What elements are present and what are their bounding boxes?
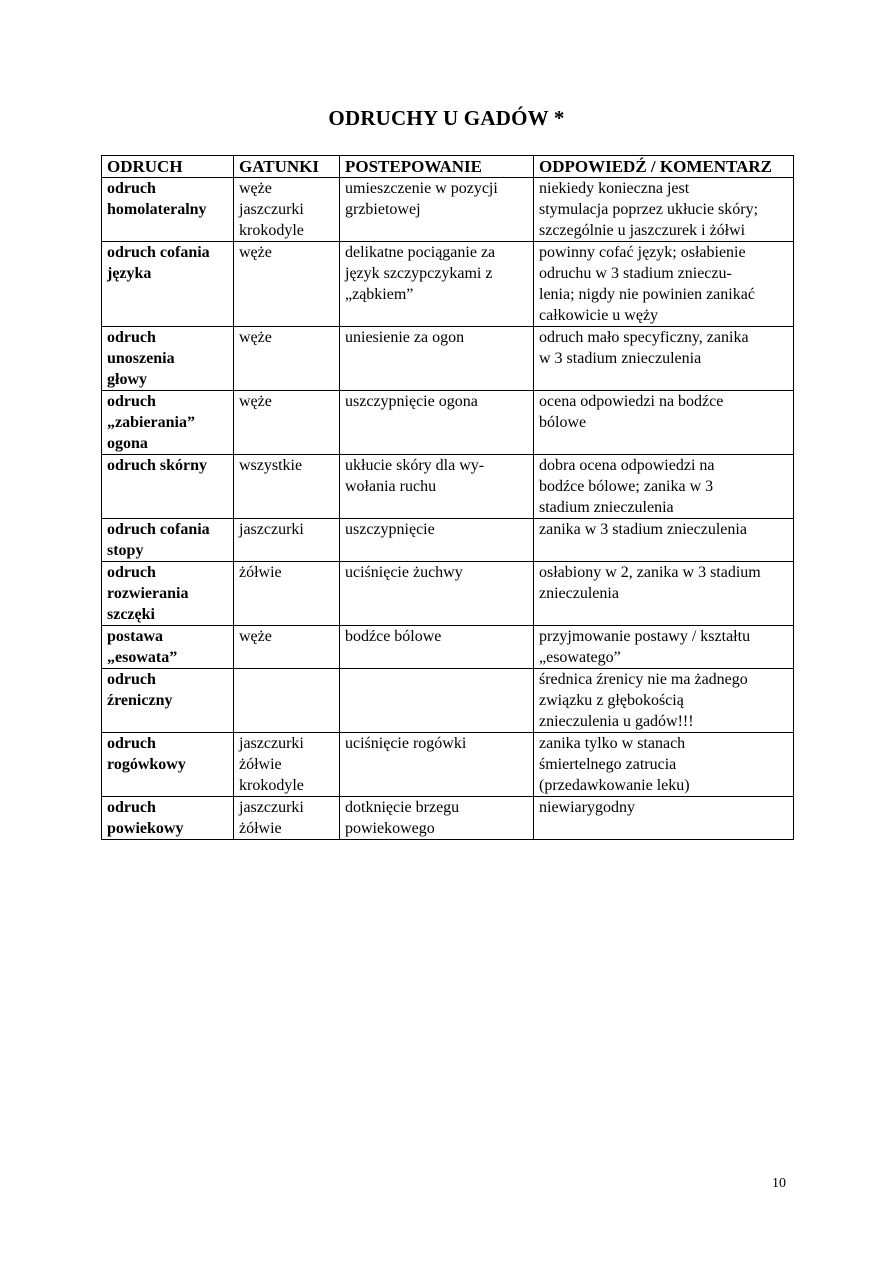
cell-line: odruch skórny (107, 457, 208, 474)
cell-line: związku z głębokością (539, 692, 684, 709)
cell-line: odruch (107, 671, 156, 688)
cell-komentarz (534, 178, 794, 242)
cell-line: postawa (107, 628, 164, 645)
cell-line: „esowata” (107, 649, 178, 666)
cell-line: uniesienie za ogon (345, 329, 465, 346)
cell-odruch (102, 797, 234, 840)
cell-gatunki (234, 178, 340, 242)
cell-line: ocena odpowiedzi na bodźce (539, 393, 724, 410)
cell-line: zanika tylko w stanach (539, 735, 686, 752)
cell-line: bodźce bólowe; zanika w 3 (539, 478, 714, 495)
cell-postepowanie (340, 178, 534, 242)
cell-line: krokodyle (239, 777, 304, 794)
cell-line: śmiertelnego zatrucia (539, 756, 677, 773)
cell-gatunki (234, 391, 340, 455)
cell-line: homolateralny (107, 201, 207, 218)
table-row (102, 562, 794, 626)
table-row (102, 178, 794, 242)
cell-line: „esowatego” (539, 649, 621, 666)
cell-gatunki (234, 455, 340, 519)
cell-odruch (102, 562, 234, 626)
cell-komentarz (534, 797, 794, 840)
cell-line: węże (239, 244, 272, 261)
cell-komentarz (534, 455, 794, 519)
cell-komentarz (534, 519, 794, 562)
cell-line: uciśnięcie żuchwy (345, 564, 463, 581)
cell-postepowanie (340, 797, 534, 840)
table-row (102, 519, 794, 562)
cell-line: węże (239, 180, 272, 197)
cell-line: stopy (107, 542, 144, 559)
cell-gatunki (234, 242, 340, 327)
cell-line: jaszczurki (239, 521, 304, 538)
table-row (102, 391, 794, 455)
cell-line: głowy (107, 371, 147, 388)
cell-line: „zabierania” (107, 414, 195, 431)
cell-line: niekiedy konieczna jest (539, 180, 690, 197)
cell-odruch (102, 455, 234, 519)
cell-gatunki (234, 327, 340, 391)
cell-gatunki (234, 519, 340, 562)
table-row (102, 733, 794, 797)
cell-line: dotknięcie brzegu (345, 799, 460, 816)
table-row (102, 797, 794, 840)
cell-line: żółwie (239, 756, 282, 773)
table-row (102, 327, 794, 391)
page-number: 10 (772, 1176, 786, 1191)
cell-komentarz (534, 669, 794, 733)
cell-line: stadium znieczulenia (539, 499, 674, 516)
cell-line: powiekowego (345, 820, 435, 837)
cell-line: język szczypczykami z (345, 265, 493, 282)
cell-line: odruch cofania (107, 521, 210, 538)
cell-line: żółwie (239, 564, 282, 581)
cell-line: odruch (107, 393, 156, 410)
cell-line: delikatne pociąganie za (345, 244, 496, 261)
cell-odruch (102, 626, 234, 669)
cell-line: źreniczny (107, 692, 173, 709)
cell-line: bólowe (539, 414, 587, 431)
cell-line: węże (239, 393, 272, 410)
cell-line: znieczulenia u gadów!!! (539, 713, 694, 730)
cell-line: powiekowy (107, 820, 184, 837)
cell-komentarz (534, 562, 794, 626)
cell-odruch (102, 519, 234, 562)
cell-line: odruch mało specyficzny, zanika (539, 329, 749, 346)
cell-line: odruch cofania (107, 244, 210, 261)
table-row (102, 626, 794, 669)
cell-komentarz (534, 733, 794, 797)
cell-line: osłabiony w 2, zanika w 3 stadium (539, 564, 761, 581)
cell-line: całkowicie u węży (539, 307, 659, 324)
cell-line: znieczulenia (539, 585, 619, 602)
cell-line: lenia; nigdy nie powinien zanikać (539, 286, 755, 303)
cell-line: zanika w 3 stadium znieczulenia (539, 521, 747, 538)
cell-line: uciśnięcie rogówki (345, 735, 467, 752)
cell-gatunki (234, 626, 340, 669)
cell-odruch (102, 178, 234, 242)
cell-line: uszczypnięcie ogona (345, 393, 478, 410)
cell-line: krokodyle (239, 222, 304, 239)
cell-odruch (102, 242, 234, 327)
cell-line: odruchu w 3 stadium znieczu- (539, 265, 732, 282)
header-komentarz: ODPOWIEDŹ / KOMENTARZ (534, 156, 794, 178)
cell-line: odruch (107, 799, 156, 816)
cell-line: grzbietowej (345, 201, 421, 218)
cell-postepowanie (340, 626, 534, 669)
cell-postepowanie (340, 455, 534, 519)
cell-line: średnica źrenicy nie ma żadnego (539, 671, 748, 688)
cell-line: bodźce bólowe (345, 628, 442, 645)
cell-odruch (102, 327, 234, 391)
cell-gatunki (234, 797, 340, 840)
cell-line: unoszenia (107, 350, 175, 367)
cell-line: szczególnie u jaszczurek i żółwi (539, 222, 746, 239)
header-gatunki: GATUNKI (234, 156, 340, 178)
cell-line: węże (239, 329, 272, 346)
cell-line: przyjmowanie postawy / kształtu (539, 628, 751, 645)
cell-line: umieszczenie w pozycji (345, 180, 498, 197)
cell-postepowanie (340, 242, 534, 327)
cell-line: (przedawkowanie leku) (539, 777, 690, 794)
cell-postepowanie (340, 519, 534, 562)
cell-line: uszczypnięcie (345, 521, 435, 538)
cell-line: szczęki (107, 606, 155, 623)
cell-line: jaszczurki (239, 201, 304, 218)
cell-line: języka (107, 265, 152, 282)
cell-komentarz (534, 626, 794, 669)
cell-line: odruch (107, 329, 156, 346)
reflex-table (101, 155, 794, 840)
cell-odruch (102, 391, 234, 455)
cell-postepowanie (340, 327, 534, 391)
cell-postepowanie (340, 669, 534, 733)
cell-line: dobra ocena odpowiedzi na (539, 457, 715, 474)
cell-gatunki (234, 562, 340, 626)
cell-line: niewiarygodny (539, 799, 635, 816)
cell-odruch (102, 733, 234, 797)
cell-line: powinny cofać język; osłabienie (539, 244, 746, 261)
cell-postepowanie (340, 733, 534, 797)
cell-line: stymulacja poprzez ukłucie skóry; (539, 201, 759, 218)
cell-line: odruch (107, 180, 156, 197)
cell-line: ogona (107, 435, 148, 452)
cell-line: ukłucie skóry dla wy- (345, 457, 485, 474)
cell-line: wszystkie (239, 457, 303, 474)
cell-line: wołania ruchu (345, 478, 437, 495)
cell-gatunki (234, 733, 340, 797)
cell-line: w 3 stadium znieczulenia (539, 350, 702, 367)
header-odruch: ODRUCH (102, 156, 234, 178)
cell-postepowanie (340, 562, 534, 626)
cell-line: żółwie (239, 820, 282, 837)
cell-line: „ząbkiem” (345, 286, 414, 303)
cell-komentarz (534, 391, 794, 455)
cell-line: węże (239, 628, 272, 645)
table-row (102, 242, 794, 327)
cell-komentarz (534, 327, 794, 391)
cell-line: odruch (107, 735, 156, 752)
cell-line: rogówkowy (107, 756, 186, 773)
cell-gatunki (234, 669, 340, 733)
table-header-row (102, 156, 794, 178)
table-row (102, 669, 794, 733)
cell-line: jaszczurki (239, 735, 304, 752)
cell-odruch (102, 669, 234, 733)
table-row (102, 455, 794, 519)
cell-line: jaszczurki (239, 799, 304, 816)
cell-postepowanie (340, 391, 534, 455)
page-title: ODRUCHY U GADÓW * (328, 106, 565, 130)
cell-komentarz (534, 242, 794, 327)
cell-line: odruch (107, 564, 156, 581)
cell-line: rozwierania (107, 585, 189, 602)
header-postepowanie: POSTEPOWANIE (340, 156, 534, 178)
